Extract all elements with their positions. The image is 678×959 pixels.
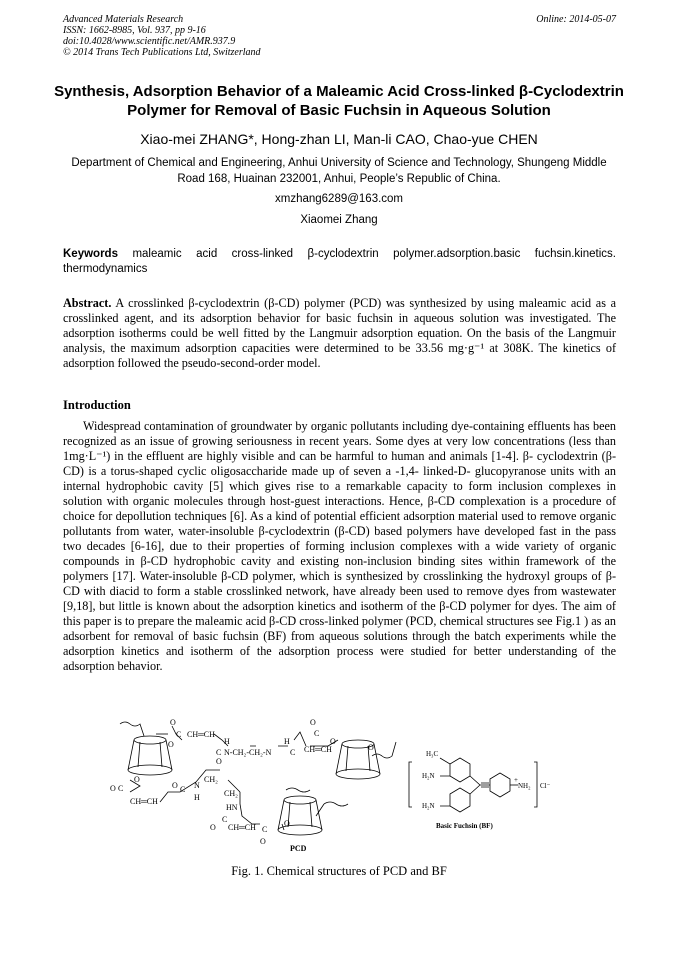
atom-n: N [194, 781, 200, 790]
atom-o: O [216, 757, 222, 766]
atom-c: C [222, 815, 228, 824]
benzene-ring-bottom [450, 788, 470, 812]
section-heading-introduction: Introduction [63, 398, 131, 412]
keywords-block [63, 247, 616, 277]
contact-email[interactable]: xmzhang6289@163.com [274, 193, 404, 205]
atom-o: O [330, 737, 336, 746]
atom-c: C [180, 785, 186, 794]
chloride-ion: Cl⁻ [540, 782, 551, 790]
wavy-chain-left [120, 722, 144, 736]
atom-o: O [368, 743, 374, 752]
atom-o: O [168, 740, 174, 749]
affiliation: Department of Chemical and Engineering, Anhui University of Science and Technology, Shungeng Middle Road 168, Huainan 232001, Anhui, People’s Republic of China. [71, 157, 607, 185]
figure-chemical-structures [110, 712, 580, 858]
abstract-text: A crosslinked β-cyclodextrin (β-CD) polymer (PCD) was synthesized by using maleamic acid as a crosslinked agent, and its adsorption behavior for basic fuchsin in aqueous solution was investigated. The adsorption isotherms could be well fitted by the Langmuir adsorption equation. On the basis of the Langmuir analysis, the maximum adsorption capacities were determined to be 33.56 mg·g⁻¹ at 308K. The kinetics of adsorption followed the pseudo-second-order model. [63, 296, 617, 370]
chemical-structures-drawing [110, 712, 580, 858]
atom-c: C [262, 825, 268, 834]
group-n-ch2-ch2-n: N-CH₂-CH₂-N [224, 748, 272, 757]
benzene-ring-top [450, 758, 470, 782]
abstract-label: Abstract. [63, 296, 112, 310]
atom-c: C [176, 730, 182, 739]
online-date: Online: 2014-05-07 [536, 14, 616, 25]
keywords-label: Keywords [63, 248, 118, 260]
atom-o: O [210, 823, 216, 832]
journal-name: Advanced Materials Research [63, 14, 184, 25]
keywords-text: maleamic acid cross-linked β-cyclodextrin polymer.adsorption.basic fuchsin.kinetics. thermodynamics [63, 248, 616, 275]
bond-ch2-hn [240, 792, 260, 824]
atom-o: O [170, 718, 176, 727]
central-carbon-bonds [470, 776, 490, 794]
atom-c: C [314, 729, 320, 738]
atom-c: C [216, 748, 222, 757]
wavy-chain-bottom-right [324, 802, 348, 806]
group-hn: HN [226, 803, 238, 812]
atom-h: H [224, 737, 230, 746]
atom-c: C [118, 784, 124, 793]
bf-label: Basic Fuchsin (BF) [436, 822, 493, 830]
group-ch-eq-ch: CH═CH [130, 797, 158, 806]
group-h2n-top: H₂N [422, 772, 435, 780]
group-ch2: CH₂ [204, 775, 218, 784]
wavy-chain-bottom [286, 788, 310, 792]
group-nh2-plus: NH₂ [518, 782, 531, 790]
author-list: Xiao-mei ZHANG*, Hong-zhan LI, Man-li CAO, Chao-yue CHEN [140, 131, 538, 147]
atom-o: O [172, 781, 178, 790]
journal-header [63, 14, 616, 58]
atom-o: O [110, 784, 116, 793]
pcd-label: PCD [290, 844, 307, 853]
bracket-right [534, 762, 537, 807]
atom-o: O [310, 718, 316, 727]
figure-caption: Fig. 1. Chemical structures of PCD and BF [231, 864, 447, 878]
atom-o: O [284, 819, 290, 828]
atom-o: O [260, 837, 266, 846]
group-ch-eq-ch: CH═CH [228, 823, 256, 832]
abstract-block [63, 296, 616, 371]
doi-line[interactable]: doi:10.4028/www.scientific.net/AMR.937.9 [63, 36, 236, 47]
atom-h: H [284, 737, 290, 746]
group-h2n-bottom: H₂N [422, 802, 435, 810]
paper-title: Synthesis, Adsorption Behavior of a Maleamic Acid Cross-linked β-Cyclodextrin Polymer for Removal of Basic Fuchsin in Aqueous Solution [54, 83, 624, 119]
cyclodextrin-ring-bottom [278, 796, 322, 835]
atom-h: H [194, 793, 200, 802]
group-ch-eq-ch: CH═CH [187, 730, 215, 739]
benzene-ring-right [490, 773, 510, 797]
corresponding-author: Xiaomei Zhang [300, 214, 378, 226]
bracket-left [409, 762, 412, 807]
substituent-bonds [440, 758, 450, 806]
atom-c: C [290, 748, 296, 757]
introduction-paragraph: Widespread contamination of groundwater by organic pollutants including dye-containing effluents has been recognized as an issue of growing seriousness in recent years. Some dyes at very low concentrations (less than 1mg·L⁻¹) in the effluent are highly visible and can be harmful to human and animals [1-4]. β- cyclodextrin (β-CD) is a torus-shaped cyclic oligosaccharide made up of seven a -1,4- linked-D- glucopyranose units with an internal hydrophobic cavity [5] which gives rise to a remarkable capacity to form inclusion complexes in solution with organic molecules through host-guest interactions. Hence, β-CD complexation is a procedure of choice for depollution techniques [6]. As a kind of potential efficient adsorption material used to remove organic pollutants from water, water-insoluble β-cyclodextrin (β-CD) based polymers have developed fast in the pass two decades [6-16], due to their properties of forming inclusion complexes with a wide variety of organic compounds in β-CD hydrophobic cavity and existing non-inclusion binding sites within framework of the polymers [17]. Water-insoluble β-CD polymer, which is synthesized by crosslinking the hydroxyl groups of β-CD with diacid to form a stable crosslinked network, have already been used to remove dyes from wastewater [9,18], but little is known about the adsorption kinetics and isotherm of the β-CD polymer for dyes. The aim of this paper is to prepare the maleamic acid β-CD cross-linked polymer (PCD, chemical structures see Fig.1 ) as an adsorbent for removal of basic fuchsin (BF) from aqueous solutions through the batch experiments while the adsorption kinetics and isotherm of the adsorption process were studied for better understanding of the adsorption behavior. [63, 419, 616, 673]
charge-plus: + [514, 776, 518, 784]
group-h3c: H₃C [426, 750, 439, 758]
group-ch-eq-ch: CH═CH [304, 745, 332, 754]
issn-line: ISSN: 1662-8985, Vol. 937, pp 9-16 [63, 25, 206, 36]
atom-o: O [134, 775, 140, 784]
copyright-line: © 2014 Trans Tech Publications Ltd, Switzerland [63, 47, 261, 58]
group-ch2: CH₂ [224, 789, 238, 798]
cyclodextrin-ring-left [128, 736, 172, 775]
